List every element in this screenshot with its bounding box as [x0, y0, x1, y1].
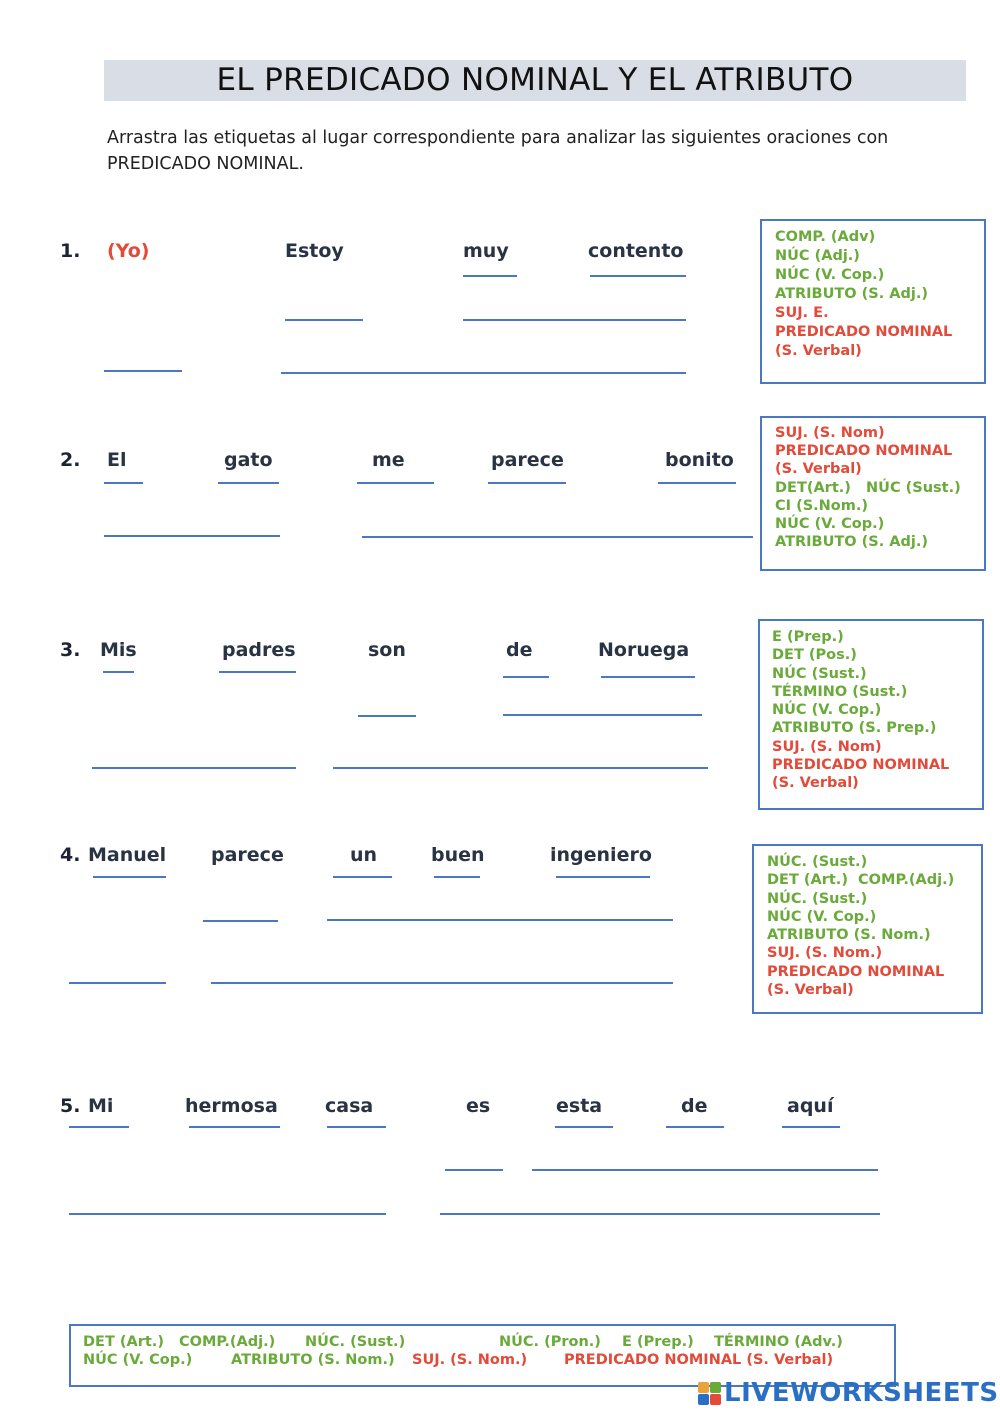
draggable-label[interactable]: NÚC. (Pron.): [499, 1334, 601, 1350]
draggable-label[interactable]: E (Prep.): [772, 629, 844, 645]
answer-slot[interactable]: [189, 1126, 280, 1128]
draggable-label[interactable]: (S. Verbal): [775, 461, 862, 478]
sentence-1-word: Estoy: [285, 240, 344, 262]
draggable-label[interactable]: TÉRMINO (Adv.): [714, 1334, 843, 1350]
instructions: Arrastra las etiquetas al lugar correspondiente para analizar las siguientes oraciones con PREDICADO NOMINAL.: [107, 128, 889, 174]
sentence-5-word: aquí: [787, 1095, 834, 1117]
answer-slot[interactable]: [219, 671, 296, 673]
answer-slot[interactable]: [463, 275, 517, 277]
sentence-2-word: El: [107, 449, 127, 471]
sentence-2-word: me: [372, 449, 405, 471]
draggable-label[interactable]: ATRIBUTO (S. Adj.): [775, 286, 928, 302]
answer-slot[interactable]: [358, 715, 416, 717]
draggable-label[interactable]: NÚC. (Sust.): [305, 1334, 406, 1350]
answer-slot[interactable]: [532, 1169, 878, 1171]
draggable-label[interactable]: NÚC (V. Cop.): [767, 908, 877, 925]
draggable-label[interactable]: PREDICADO NOMINAL: [775, 324, 953, 340]
draggable-label[interactable]: SUJ. (S. Nom): [775, 425, 885, 441]
draggable-label[interactable]: E (Prep.): [622, 1334, 694, 1350]
draggable-label[interactable]: CI (S.Nom.): [775, 497, 869, 514]
draggable-label[interactable]: NÚC (Sust.): [772, 665, 867, 682]
liveworksheets-logo-icon: [698, 1382, 722, 1406]
answer-slot[interactable]: [357, 482, 434, 484]
sentence-4-word: Manuel: [88, 844, 167, 866]
draggable-label[interactable]: DET(Art.) NÚC (Sust.): [775, 479, 961, 496]
answer-slot[interactable]: [590, 275, 686, 277]
draggable-label[interactable]: PREDICADO NOMINAL: [775, 443, 953, 460]
sentence-3-word: de: [506, 639, 533, 661]
sentence-1-number: 1.: [60, 240, 81, 262]
answer-slot[interactable]: [555, 1126, 613, 1128]
draggable-label[interactable]: NÚC (V. Cop.): [83, 1352, 193, 1368]
draggable-label[interactable]: COMP.(Adj.): [179, 1334, 276, 1350]
sentence-2-word: gato: [224, 449, 273, 471]
answer-slot[interactable]: [104, 535, 280, 537]
answer-slot[interactable]: [503, 714, 702, 716]
answer-slot[interactable]: [69, 982, 166, 984]
sentence-4-word: buen: [431, 844, 485, 866]
sentence-3-word: Noruega: [598, 639, 690, 661]
answer-slot[interactable]: [92, 767, 296, 769]
answer-slot[interactable]: [445, 1169, 503, 1171]
answer-slot[interactable]: [104, 482, 143, 484]
sentence-5-word: esta: [556, 1095, 603, 1117]
answer-slot[interactable]: [333, 767, 708, 769]
liveworksheets-logo: LIVEWORKSHEETS: [724, 1378, 999, 1408]
draggable-label[interactable]: (S. Verbal): [767, 982, 854, 999]
draggable-label[interactable]: SUJ. (S. Nom.): [412, 1352, 528, 1368]
draggable-label[interactable]: ATRIBUTO (S. Adj.): [775, 534, 928, 551]
answer-slot[interactable]: [658, 482, 736, 484]
answer-slot[interactable]: [203, 920, 278, 922]
sentence-1-word: contento: [588, 240, 684, 262]
answer-slot[interactable]: [503, 676, 549, 678]
draggable-label[interactable]: NÚC (V. Cop.): [775, 516, 885, 533]
sentence-3-word: son: [368, 639, 406, 661]
draggable-label[interactable]: (S. Verbal): [775, 343, 862, 359]
draggable-label[interactable]: NÚC (V. Cop.): [772, 702, 882, 719]
draggable-label[interactable]: PREDICADO NOMINAL: [767, 963, 945, 980]
answer-slot[interactable]: [782, 1126, 840, 1128]
draggable-label[interactable]: SUJ. (S. Nom.): [767, 945, 883, 962]
sentence-4-word: ingeniero: [550, 844, 652, 866]
answer-slot[interactable]: [440, 1213, 880, 1215]
draggable-label[interactable]: ATRIBUTO (S. Nom.): [231, 1352, 395, 1368]
answer-slot[interactable]: [103, 671, 134, 673]
answer-slot[interactable]: [463, 319, 686, 321]
answer-slot[interactable]: [218, 482, 279, 484]
sentence-5-word: de: [681, 1095, 708, 1117]
answer-slot[interactable]: [556, 876, 650, 878]
sentence-1-word: (Yo): [107, 240, 150, 262]
draggable-label[interactable]: DET (Art.): [83, 1334, 164, 1350]
answer-slot[interactable]: [69, 1213, 386, 1215]
answer-slot[interactable]: [327, 919, 673, 921]
draggable-label[interactable]: DET (Art.) COMP.(Adj.): [767, 872, 955, 889]
sentence-5-word: es: [466, 1095, 491, 1117]
draggable-label[interactable]: SUJ. E.: [775, 305, 829, 321]
draggable-label[interactable]: NÚC. (Sust.): [767, 890, 868, 907]
answer-slot[interactable]: [104, 370, 182, 372]
answer-slot[interactable]: [601, 676, 695, 678]
sentence-3-word: padres: [222, 639, 296, 661]
draggable-label[interactable]: NÚC (V. Cop.): [775, 267, 885, 283]
answer-slot[interactable]: [666, 1126, 724, 1128]
sentence-5-word: hermosa: [185, 1095, 278, 1117]
answer-slot[interactable]: [333, 876, 392, 878]
sentence-2-word: parece: [491, 449, 564, 471]
answer-slot[interactable]: [362, 536, 753, 538]
label-box-3: [758, 619, 984, 810]
draggable-label[interactable]: NÚC. (Sust.): [767, 854, 868, 870]
sentence-2-number: 2.: [60, 449, 81, 471]
draggable-label[interactable]: COMP. (Adv): [775, 229, 876, 245]
sentence-4-word: un: [350, 844, 378, 866]
sentence-2-word: bonito: [665, 449, 734, 471]
draggable-label[interactable]: (S. Verbal): [772, 775, 859, 792]
label-box-2: [760, 416, 986, 571]
answer-slot[interactable]: [69, 1126, 129, 1128]
sentence-5-number: 5.: [60, 1095, 81, 1117]
draggable-label[interactable]: TÉRMINO (Sust.): [772, 683, 908, 700]
sentence-5-word: casa: [325, 1095, 374, 1117]
sentence-4-word: parece: [211, 844, 284, 866]
answer-slot[interactable]: [285, 319, 363, 321]
answer-slot[interactable]: [211, 982, 673, 984]
answer-slot[interactable]: [281, 372, 686, 374]
draggable-label[interactable]: PREDICADO NOMINAL: [772, 757, 950, 774]
draggable-label[interactable]: PREDICADO NOMINAL (S. Verbal): [564, 1352, 834, 1368]
draggable-label[interactable]: NÚC (Adj.): [775, 248, 860, 264]
answer-slot[interactable]: [488, 482, 566, 484]
page-title: EL PREDICADO NOMINAL Y EL ATRIBUTO: [216, 62, 854, 98]
sentence-3-number: 3.: [60, 639, 81, 661]
answer-slot[interactable]: [93, 876, 166, 878]
sentence-5-word: Mi: [88, 1095, 114, 1117]
draggable-label[interactable]: DET (Pos.): [772, 647, 857, 664]
label-box-1: [760, 219, 986, 384]
answer-slot[interactable]: [327, 1126, 386, 1128]
sentence-3-word: Mis: [100, 639, 137, 661]
draggable-label[interactable]: ATRIBUTO (S. Nom.): [767, 927, 931, 944]
sentence-1-word: muy: [463, 240, 509, 262]
answer-slot[interactable]: [434, 876, 480, 878]
sentence-4-number: 4.: [60, 844, 81, 866]
draggable-label[interactable]: SUJ. (S. Nom): [772, 738, 882, 755]
label-box-4: [752, 844, 983, 1014]
draggable-label[interactable]: ATRIBUTO (S. Prep.): [772, 720, 937, 737]
